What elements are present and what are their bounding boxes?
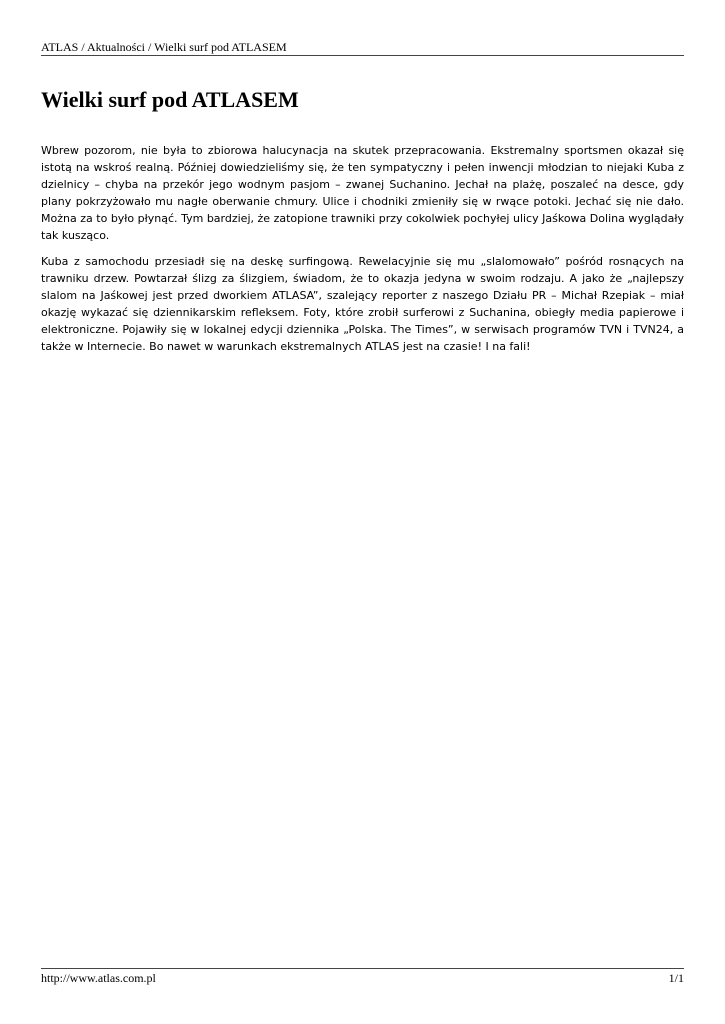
page-number: 1/1 [668,971,684,985]
article-body [41,142,684,364]
article-paragraph: Kuba z samochodu przesiadł się na deskę surfingową. Rewelacyjnie się mu „slalomowało” pośród rosnących na trawniku drzew. Powtarzał ślizg za ślizgiem, świadom, że to okazja jedyna w swoim rodzaju. A jako że „najlepszy slalom na Jaśkowej jest przed dworkiem ATLASA”, szalejący reporter z naszego Działu PR – Michał Rzepiak – miał okazję wykazać się dziennikarskim refleksem. Foty, które zrobił surferowi z Suchanina, obiegły media papierowe i elektroniczne. Pojawiły się w lokalnej edycji dziennika „Polska. The Times”, w serwisach programów TVN i TVN24, a także w Internecie. Bo nawet w warunkach ekstremalnych ATLAS jest na czasie! I na fali! [41,255,684,353]
article-paragraph: Wbrew pozorom, nie była to zbiorowa halucynacja na skutek przepracowania. Ekstremalny sportsmen okazał się istotą na wskroś realną. Później dowiedzieliśmy się, że ten sympatyczny i pełen inwencji młodzian to niejaki Kuba z dzielnicy – chyba na przekór jego wodnym pasjom – zwanej Suchanino. Jechał na plażę, poszaleć na desce, gdy plany pokrzyżowało mu nagłe oberwanie chmury. Ulice i chodniki zmieniły się w rwące potoki. Jechać się nie dało. Można za to było płynąć. Tym bardziej, że zatopione trawniki przy cokolwiek pochyłej ulicy Jaśkowa Dolina wyglądały tak kusząco. [41,144,684,242]
article-title: Wielki surf pod ATLASEM [41,87,299,112]
page-header [41,40,684,56]
breadcrumb: ATLAS / Aktualności / Wielki surf pod ATLASEM [41,40,287,54]
footer-url: http://www.atlas.com.pl [41,971,156,985]
page-footer [41,968,684,985]
